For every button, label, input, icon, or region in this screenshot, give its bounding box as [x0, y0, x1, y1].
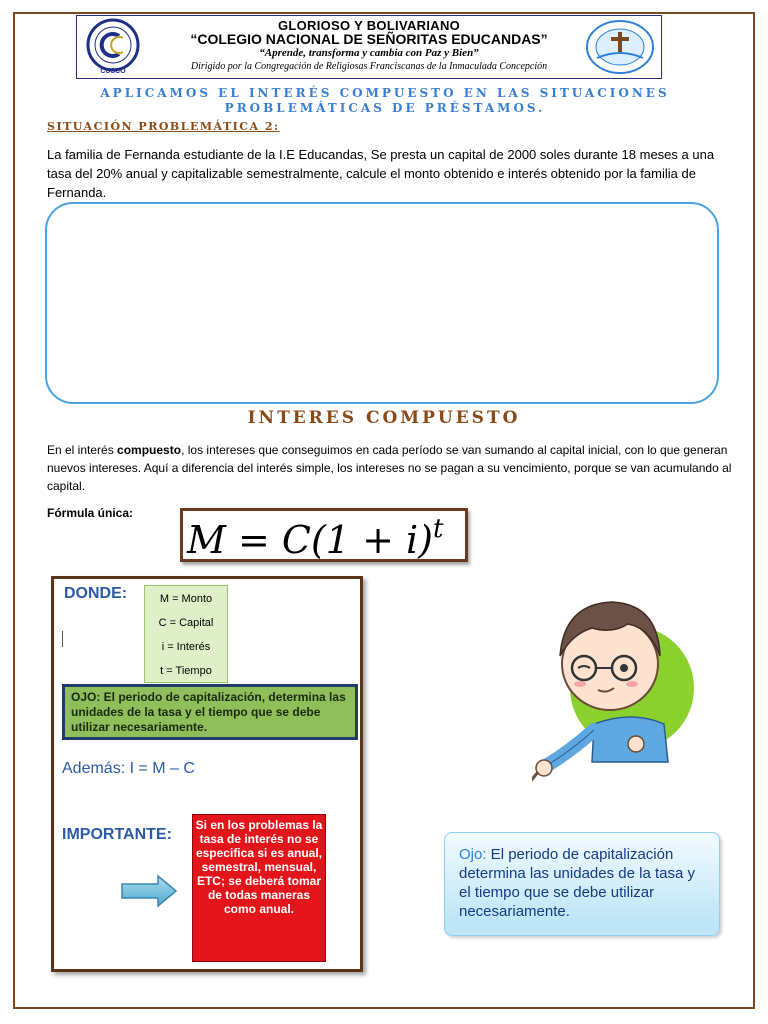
- legend-item-capital: C = Capital: [158, 617, 214, 629]
- ojo-callout: [444, 832, 720, 936]
- text-cursor: [62, 631, 63, 647]
- main-title: APLICAMOS EL INTERÉS COMPUESTO EN LAS SITUACIONES PROBLEMÁTICAS DE PRÉSTAMOS.: [100, 86, 670, 115]
- header-line1: GLORIOSO Y BOLIVARIANO: [277, 18, 461, 33]
- arrow-right-icon: [120, 873, 178, 909]
- formula-box: [180, 508, 468, 562]
- logo-left-text: CUSCO: [100, 68, 126, 75]
- donde-panel: [51, 576, 363, 972]
- ojo-callout-label: Ojo:: [459, 846, 487, 863]
- ojo-callout-text: El periodo de capitalización determina las unidades de la tasa y el tiempo que se debe utilizar necesariamente.: [459, 846, 695, 920]
- header-school-name: “COLEGIO NACIONAL DE SEÑORITAS EDUCANDAS”: [190, 31, 548, 47]
- answer-box[interactable]: [45, 202, 719, 404]
- header-congregation: Dirigido por la Congregación de Religiosas Franciscanas de la Inmaculada Concepción: [190, 61, 548, 72]
- problem-statement: La familia de Fernanda estudiante de la I.E Educandas, Se presta un capital de 2000 soles durante 18 meses a una tasa del 20% anual y capitalizable semestralmente, calcule el monto obtenido e interés obtenido por la familia de Fernanda.: [47, 147, 715, 200]
- ojo-note: OJO: El periodo de capitalización, determina las unidades de la tasa y el tiempo que se debe utilizar necesariamente.: [62, 684, 358, 740]
- donde-label: DONDE:: [64, 585, 128, 602]
- legend-item-tiempo: t = Tiempo: [160, 665, 212, 677]
- formula: [187, 514, 443, 562]
- formula-exponent: t: [432, 514, 444, 544]
- winking-boy-pointing-icon: [532, 584, 702, 784]
- school-header: [76, 15, 662, 79]
- legend-item-monto: M = Monto: [159, 593, 213, 605]
- intro-text-part2: , los intereses que conseguimos en cada período se van sumando al capital inicial, con lo que generan nuevos intereses. Aquí a diferencia del interés simple, los intereses no se pagan a su vencimiento, porque se van acumulando al capital.: [47, 443, 732, 493]
- legend-item-interes: i = Interés: [161, 641, 211, 653]
- intro-bold-word: compuesto: [117, 443, 182, 457]
- ademas-formula: Además: I = M – C: [62, 760, 195, 777]
- header-motto: “Aprende, transforma y cambia con Paz y Bien”: [259, 47, 479, 59]
- formula-main: M = C(1 + i): [187, 518, 433, 562]
- school-logo-right-icon: [585, 18, 655, 76]
- section-title: INTERES COMPUESTO: [247, 408, 521, 428]
- formula-label: Fórmula única:: [47, 506, 134, 520]
- intro-text-part1: En el interés: [47, 443, 118, 457]
- importante-label: IMPORTANTE:: [62, 826, 172, 843]
- importante-note: Si en los problemas la tasa de interés no se especifica si es anual, semestral, mensual, ETC; se deberá tomar de todas maneras como anual.: [192, 814, 326, 962]
- intro-paragraph: [47, 441, 737, 495]
- variable-legend: [144, 585, 228, 683]
- situation-title: SITUACIÓN PROBLEMÁTICA 2:: [47, 120, 280, 133]
